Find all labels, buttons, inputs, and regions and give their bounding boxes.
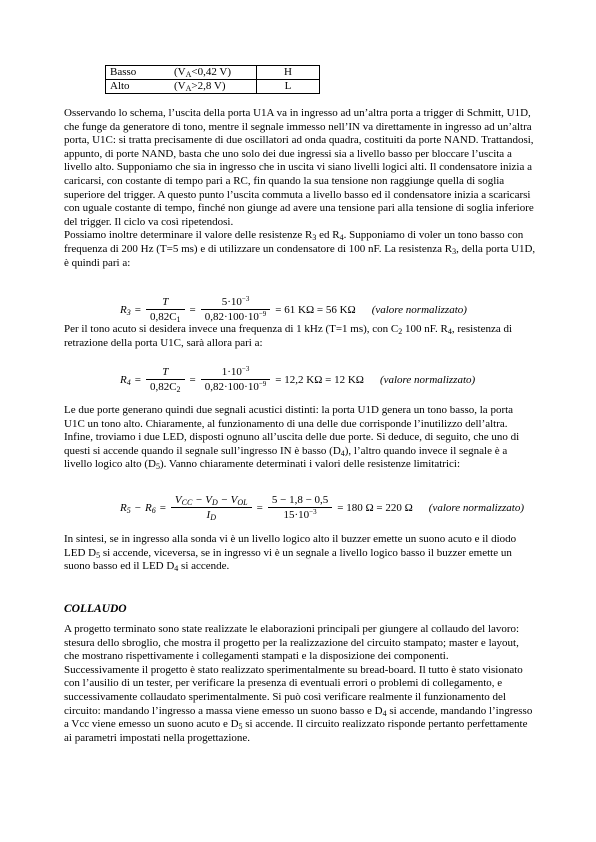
paragraph-text — [64, 664, 536, 746]
eq-text: 0,82·100·10 — [204, 311, 259, 323]
output-cell: H — [257, 66, 320, 80]
fraction — [201, 296, 271, 323]
text-span: Le due porte generano quindi due segnali acustici distinti: la porta U1D genera un tono basso, la porta U1C un tono alto. Chiaramente, al funzionamento di una delle due corrisponde l’inutilizzo dell’altra. Infine, troviamo i due LED, disposti ognuno all’uscita delle due porte. Si deduce, di seguito, che uno di questi si accende quando il segnale sull’ingresso IN è basso (D — [64, 404, 520, 457]
paragraph-collaudo — [64, 623, 536, 745]
fraction-numerator: T — [146, 296, 185, 310]
text-span: ed R — [316, 229, 340, 242]
eq-symbol: R — [120, 501, 127, 514]
text-span: 100 nF. R — [402, 323, 448, 335]
eq-sub: 5 — [126, 505, 131, 515]
fraction-denominator — [201, 310, 271, 323]
eq-result: = 61 KΩ = 56 KΩ — [275, 303, 356, 316]
eq-note: (valore normalizzato) — [371, 303, 467, 316]
text-sub: 4 — [339, 233, 344, 243]
text-sub: 2 — [398, 327, 403, 336]
eq-sub: 2 — [176, 385, 181, 394]
logic-level-table — [105, 65, 320, 94]
fraction-numerator: T — [146, 366, 185, 380]
text-sub: 4 — [447, 327, 452, 336]
eq-sup: −3 — [309, 508, 317, 516]
eq-note: (valore normalizzato) — [428, 501, 525, 514]
paragraph-leds — [64, 404, 536, 472]
text-span: ), l’altro quando invece il segnale è a livello logico alto (D — [64, 444, 508, 471]
fraction — [146, 366, 185, 393]
output-cell: L — [257, 80, 320, 94]
table-cell — [106, 80, 257, 94]
condition-text: (V — [174, 80, 186, 92]
eq-text: 0,82C — [149, 311, 177, 323]
eq-symbol: R — [120, 303, 127, 316]
text-span: Per il tono acuto si desidera invece una frequenza di 1 kHz (T=1 ms), con C — [64, 323, 399, 335]
level-label: Alto — [110, 80, 130, 92]
text-span: . Supponiamo di voler un tono basso con frequenza di 200 Hz (T=5 ms) e di utilizzare un condensatore di 100 nF. La resistenza R — [64, 229, 524, 255]
equation-r5-r6 — [118, 494, 526, 521]
eq-symbol: R — [144, 501, 152, 514]
eq-sup: −9 — [258, 310, 267, 318]
eq-text: 1·10 — [221, 366, 242, 378]
text-span: si accende, mandando l’ingresso a Vcc viene emesso un suono acuto e D — [64, 704, 533, 731]
condition-sub: A — [185, 70, 192, 79]
eq-result: = 12,2 KΩ = 12 KΩ — [275, 373, 364, 386]
eq-text: − V — [192, 494, 212, 506]
eq-sign: = — [189, 373, 196, 386]
fraction-numerator — [201, 296, 271, 310]
text-span: si accende, viceversa, se in ingresso vi è un segnale a livello logico basso il buzzer emette un suono basso ed il LED D — [64, 546, 512, 573]
eq-sign: = — [134, 303, 141, 316]
table-cell — [106, 66, 257, 80]
eq-sub: D — [210, 513, 216, 522]
fraction — [268, 494, 332, 521]
text-span: ). Vanno chiaramente determinati i valori delle resistenze limitatrici: — [159, 458, 460, 471]
paragraph-text — [64, 533, 536, 574]
eq-text: 0,82·100·10 — [204, 381, 259, 393]
paragraph-text: A progetto terminato sono state realizzate le elaborazioni principali per giungere al collaudo del lavoro: stesura dello sbroglio, che mostra il progetto per la realizzazione del circuito stampato; master e layout, che mostrano rispettivamente i collegamenti stampati e la disposizione dei componenti. — [64, 623, 520, 663]
text-span: , resistenza di retrazione della porta U1C, sarà allora pari a: — [64, 323, 513, 349]
eq-result: = 180 Ω = 220 Ω — [337, 501, 413, 514]
text-sub: 5 — [96, 550, 101, 560]
table-row — [106, 66, 320, 80]
fraction-numerator: 5 − 1,8 − 0,5 — [268, 494, 332, 508]
text-sub: 5 — [155, 462, 160, 472]
text-span: si accende. Il circuito realizzato risponde pertanto perfettamente ai parametri impostati nella progettazione. — [64, 718, 528, 744]
paragraph-text — [64, 323, 536, 350]
table-row — [106, 80, 320, 94]
eq-sub: 1 — [176, 315, 181, 324]
eq-sup: −3 — [241, 365, 250, 373]
eq-note: (valore normalizzato) — [379, 373, 476, 386]
eq-sign: − — [134, 501, 141, 514]
text-sub: 4 — [382, 708, 387, 718]
text-sub: 4 — [340, 448, 345, 458]
section-heading: COLLAUDO — [64, 603, 127, 615]
eq-sup: −3 — [241, 295, 250, 303]
paragraph-text — [64, 404, 536, 472]
eq-sub: CC — [181, 498, 193, 507]
text-sub: 3 — [312, 233, 317, 243]
fraction-denominator — [201, 380, 271, 393]
condition-text: <0,42 V) — [191, 66, 232, 78]
eq-text: 5·10 — [221, 296, 242, 308]
text-span: , della porta U1D, è quindi pari a: — [64, 242, 536, 269]
eq-text: V — [174, 494, 182, 506]
eq-text: 15·10 — [283, 509, 310, 521]
fraction-denominator — [146, 380, 185, 393]
eq-sign: = — [134, 373, 141, 386]
condition-text: >2,8 V) — [191, 80, 226, 92]
text-span: In sintesi, se in ingresso alla sonda vi è un livello logico alto il buzzer emette un suono acuto e il diodo LED D — [64, 533, 517, 559]
eq-sign: = — [159, 501, 166, 514]
text-span: si accende. — [178, 560, 230, 573]
eq-sub: OL — [237, 498, 248, 507]
eq-sign: = — [256, 501, 263, 514]
paragraph-text: Osservando lo schema, l’uscita della porta U1A va in ingresso ad un’altra porta a trigger di Schmitt, U1D, che funge da generatore di tono, mentre il segnale immesso nell’IN va direttamente in ingresso ad un’altra porta, U1C: si tratta precisamente di due oscillatori ad onda quadra, costituiti da porte NAND. Trattandosi, appunto, di porte NAND, basta che uno solo dei due ingressi sia a livello basso per bloccare l’uscita a livello alto. Supponiamo che sia in ingresso che in uscita vi siano livelli logici alti. Il condensatore inizia a caricarsi, con costante di tempo pari a RC, fin quando la sua tensione non raggiunge quella di soglia superiore del trigger. A questo punto l’uscita commuta a livello basso ed il condensatore inizia a scaricarsi con uguale costante di tempo, finché non giunge ad avere una tensione pari alla tensione di soglia inferiore del trigger. Il ciclo va così ripetendosi. — [64, 107, 534, 228]
level-label: Basso — [110, 66, 137, 78]
equation-r3 — [118, 296, 469, 323]
eq-text: 0,82C — [149, 381, 177, 393]
fraction-denominator — [171, 508, 252, 521]
condition-text: (V — [174, 66, 186, 78]
fraction-numerator — [171, 494, 252, 508]
text-span: Successivamente il progetto è stato realizzato sperimentalmente su bread-board. Il tutto è stato visionato con l’ausilio di un tester, per verificare la presenza di eventuali errori o problemi di collegamento, e successivamente collaudato sperimentalmente. Si può così verificare realmente il funzionamento del circuito: mandando l’ingresso a massa viene emesso un suono basso e D — [64, 663, 523, 717]
fraction — [171, 494, 252, 521]
text-sub: 5 — [238, 722, 243, 732]
fraction-denominator — [268, 508, 332, 521]
eq-sub: 4 — [126, 377, 131, 387]
condition-sub: A — [185, 84, 192, 93]
eq-sup: −9 — [258, 380, 267, 388]
paragraph-text — [64, 229, 536, 270]
fraction-numerator — [201, 366, 271, 380]
fraction-denominator — [146, 310, 185, 323]
paragraph-summary — [64, 533, 536, 574]
eq-text: − V — [217, 494, 238, 506]
text-sub: 3 — [452, 246, 457, 256]
eq-sign: = — [189, 303, 196, 316]
text-sub: 4 — [174, 564, 179, 574]
eq-sub: 3 — [126, 307, 131, 317]
fraction — [201, 366, 271, 393]
eq-sub: D — [211, 498, 218, 507]
text-span: Possiamo inoltre determinare il valore delle resistenze R — [64, 229, 313, 242]
equation-r4 — [118, 366, 477, 393]
paragraph-oscillators — [64, 107, 536, 270]
fraction — [146, 296, 185, 323]
eq-text: I — [206, 509, 211, 521]
paragraph-r4 — [64, 323, 536, 350]
eq-symbol: R — [120, 373, 127, 386]
eq-sub: 6 — [151, 505, 156, 515]
